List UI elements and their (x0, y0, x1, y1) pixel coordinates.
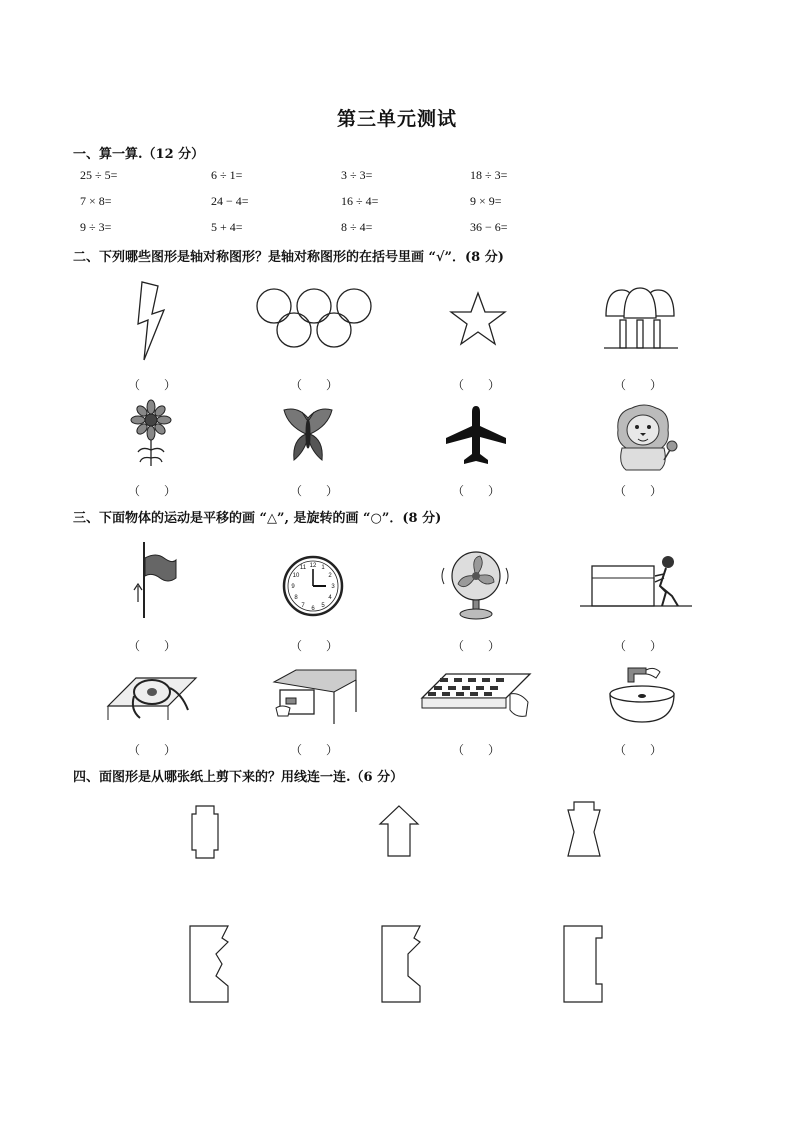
answer-parentheses[interactable]: （ ） (289, 743, 338, 757)
question: 3 ÷ 3= (341, 168, 373, 182)
svg-text:4: 4 (328, 595, 332, 601)
question: 8 ÷ 4= (341, 220, 373, 234)
answer-parentheses[interactable]: （ ） (289, 378, 338, 392)
drawer-icon (272, 668, 356, 726)
svg-text:11: 11 (299, 565, 307, 571)
fan-icon (440, 548, 512, 622)
answer-parentheses[interactable]: （ ） (289, 484, 338, 498)
svg-text:8: 8 (294, 595, 298, 601)
answer-parentheses[interactable]: （ ） (613, 484, 662, 498)
answer-parentheses[interactable]: （ ） (613, 743, 662, 757)
paper-notch-a-shape[interactable] (188, 924, 232, 1004)
svg-text:3: 3 (331, 584, 335, 590)
svg-text:5: 5 (321, 603, 325, 609)
answer-parentheses[interactable]: （ ） (127, 378, 176, 392)
paper-notch-c-shape[interactable] (562, 924, 606, 1004)
question: 6 ÷ 1= (211, 168, 243, 182)
flag-icon (128, 540, 178, 620)
question: 25 ÷ 5= (80, 168, 118, 182)
svg-text:9: 9 (291, 584, 295, 590)
question: 7 × 8= (80, 194, 112, 208)
svg-text:6: 6 (311, 606, 315, 612)
svg-text:10: 10 (292, 573, 300, 579)
page-title: 第三单元测试 (336, 108, 457, 130)
steering-wheel-icon (106, 666, 198, 726)
question: 36 − 6= (470, 220, 508, 234)
trees-icon (604, 286, 678, 352)
paper-notch-b-shape[interactable] (380, 924, 424, 1004)
svg-text:12: 12 (309, 563, 317, 569)
section2-heading: 二、下列哪些图形是轴对称图形？是轴对称图形的在括号里画 “√”．(8 分) (73, 250, 504, 265)
answer-parentheses[interactable]: （ ） (613, 378, 662, 392)
hexagon-cup-shape[interactable] (564, 800, 604, 858)
section3-heading: 三、下面物体的运动是平移的画 “△”, 是旋转的画 “○”．(8 分) (73, 511, 442, 526)
arrow-up-shape[interactable] (378, 804, 420, 858)
olympic-rings-icon (252, 286, 376, 352)
answer-parentheses[interactable]: （ ） (127, 639, 176, 653)
answer-parentheses[interactable]: （ ） (451, 378, 500, 392)
question: 9 ÷ 3= (80, 220, 112, 234)
svg-text:1: 1 (321, 565, 325, 571)
answer-parentheses[interactable]: （ ） (289, 639, 338, 653)
answer-parentheses[interactable]: （ ） (613, 639, 662, 653)
answer-parentheses[interactable]: （ ） (127, 484, 176, 498)
question: 18 ÷ 3= (470, 168, 508, 182)
flower-icon (128, 400, 174, 468)
answer-parentheses[interactable]: （ ） (451, 743, 500, 757)
faucet-icon (606, 664, 678, 726)
question: 5 + 4= (211, 220, 243, 234)
svg-text:7: 7 (301, 603, 305, 609)
svg-text:2: 2 (328, 573, 332, 579)
answer-parentheses[interactable]: （ ） (451, 484, 500, 498)
lion-icon (610, 402, 680, 472)
answer-parentheses[interactable]: （ ） (451, 639, 500, 653)
section4-heading: 四、面图形是从哪张纸上剪下来的？用线连一连.（6 分） (73, 770, 404, 785)
answer-parentheses[interactable]: （ ） (127, 743, 176, 757)
notched-rectangle-shape[interactable] (190, 804, 220, 860)
clock-icon (282, 555, 344, 617)
butterfly-icon (280, 404, 336, 464)
airplane-icon (444, 404, 508, 466)
question: 9 × 9= (470, 194, 502, 208)
lightning-icon (130, 280, 170, 362)
star-icon (448, 290, 508, 348)
question: 24 − 4= (211, 194, 249, 208)
section1-heading: 一、算一算.（12 分） (73, 147, 205, 162)
pushing-box-icon (580, 552, 692, 612)
abacus-icon (420, 672, 536, 726)
question: 16 ÷ 4= (341, 194, 379, 208)
